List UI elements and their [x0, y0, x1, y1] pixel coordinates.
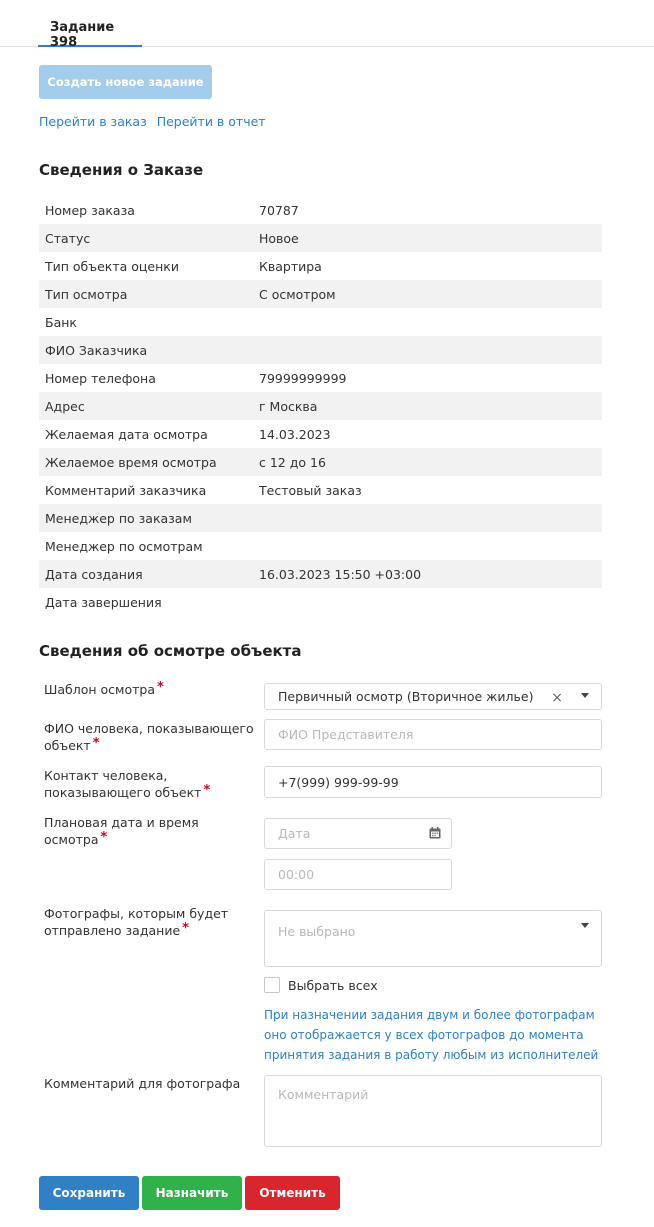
table-row — [39, 224, 602, 252]
go-to-order-link[interactable]: Перейти в заказ — [39, 114, 147, 129]
row-value: 14.03.2023 — [259, 426, 331, 442]
contact-input[interactable] — [264, 766, 602, 798]
photographers-select[interactable] — [264, 910, 602, 967]
time-input[interactable] — [264, 859, 452, 890]
close-icon[interactable]: × — [551, 690, 563, 706]
row-label: Тип осмотра — [45, 286, 128, 302]
table-row — [39, 364, 602, 392]
order-section-title: Сведения о Заказе — [39, 161, 204, 179]
save-button[interactable]: Сохранить — [39, 1176, 139, 1210]
row-label: Номер телефона — [45, 370, 156, 386]
table-row — [39, 448, 602, 476]
order-info-table — [39, 196, 602, 616]
table-row — [39, 308, 602, 336]
comment-textarea[interactable] — [264, 1075, 602, 1147]
go-to-report-link[interactable]: Перейти в отчет — [156, 114, 266, 129]
table-row — [39, 476, 602, 504]
row-value: Квартира — [259, 258, 322, 274]
required-mark: * — [157, 680, 164, 695]
contact-value: +7(999) 999-99-99 — [278, 774, 399, 790]
row-label: Дата завершения — [45, 594, 162, 610]
tab-task[interactable]: Задание 398 — [38, 0, 142, 47]
row-value: С осмотром — [259, 286, 336, 302]
row-label: Статус — [45, 230, 91, 246]
table-row — [39, 336, 602, 364]
date-input[interactable] — [264, 818, 452, 849]
representative-label: ФИО человека, показывающего объект * — [44, 721, 254, 753]
row-label: Адрес — [45, 398, 85, 414]
table-row — [39, 588, 602, 616]
required-mark: * — [203, 783, 211, 798]
row-value: 70787 — [259, 202, 299, 218]
create-task-button[interactable]: Создать новое задание — [39, 65, 212, 99]
row-label: Менеджер по заказам — [45, 510, 192, 526]
row-label: Тип объекта оценки — [45, 258, 179, 274]
chevron-down-icon[interactable] — [581, 923, 589, 928]
time-placeholder: 00:00 — [278, 867, 315, 882]
select-all-label[interactable]: Выбрать всех — [288, 978, 378, 993]
comment-placeholder: Комментарий — [278, 1087, 369, 1102]
planned-label: Плановая дата и время осмотра * — [44, 815, 199, 847]
required-mark: * — [92, 736, 100, 751]
row-label: Дата создания — [45, 566, 143, 582]
chevron-down-icon[interactable] — [581, 693, 589, 698]
table-row — [39, 420, 602, 448]
assign-button[interactable]: Назначить — [142, 1176, 242, 1210]
row-label: Комментарий заказчика — [45, 482, 207, 498]
table-row — [39, 196, 602, 224]
row-value: 16.03.2023 15:50 +03:00 — [259, 566, 422, 582]
row-value: г Москва — [259, 398, 318, 414]
cancel-button[interactable]: Отменить — [245, 1176, 340, 1210]
contact-label: Контакт человека, показывающего объект * — [44, 768, 211, 800]
inspection-section-title: Сведения об осмотре объекта — [39, 642, 302, 660]
calendar-icon[interactable] — [429, 827, 441, 839]
template-select[interactable] — [264, 683, 602, 710]
date-placeholder: Дата — [278, 826, 311, 841]
comment-label: Комментарий для фотографа — [44, 1076, 241, 1091]
row-label: ФИО Заказчика — [45, 342, 148, 358]
nav-links — [39, 114, 272, 129]
assignment-note: При назначении задания двум и более фотографам оно отображается у всех фотографов до момента принятия задания в работу любым из исполнителей — [264, 1008, 599, 1062]
table-row — [39, 280, 602, 308]
tab-bar — [0, 0, 654, 50]
row-label: Номер заказа — [45, 202, 135, 218]
row-label: Банк — [45, 314, 77, 330]
row-label: Желаемое время осмотра — [45, 454, 217, 470]
row-value: Тестовый заказ — [259, 482, 362, 498]
row-value: с 12 до 16 — [259, 454, 326, 470]
required-mark: * — [182, 921, 189, 936]
select-all-checkbox[interactable] — [264, 977, 280, 993]
table-row — [39, 252, 602, 280]
representative-placeholder: ФИО Представителя — [278, 727, 414, 742]
table-row — [39, 560, 602, 588]
representative-input[interactable] — [264, 719, 602, 750]
table-row — [39, 504, 602, 532]
table-row — [39, 392, 602, 420]
template-select-value: Первичный осмотр (Вторичное жилье) — [278, 689, 534, 704]
table-row — [39, 532, 602, 560]
required-mark: * — [100, 830, 108, 845]
photographers-label: Фотографы, которым будет отправлено задание * — [44, 906, 229, 938]
template-label: Шаблон осмотра * — [44, 680, 164, 697]
photographers-placeholder: Не выбрано — [278, 924, 356, 939]
row-label: Менеджер по осмотрам — [45, 538, 203, 554]
row-label: Желаемая дата осмотра — [45, 426, 208, 442]
row-value: Новое — [259, 230, 299, 246]
row-value: 79999999999 — [259, 370, 347, 386]
